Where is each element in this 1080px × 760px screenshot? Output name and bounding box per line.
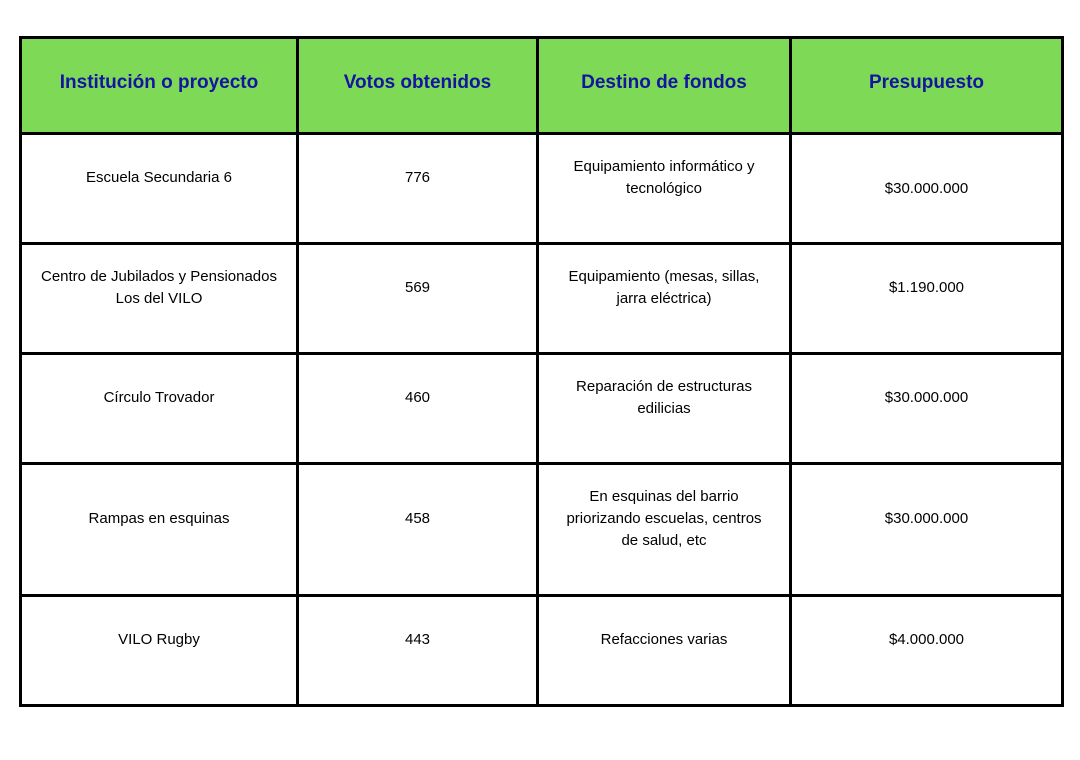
votes-text: 443 <box>404 630 431 648</box>
cell-institution <box>21 464 298 596</box>
cell-institution <box>21 244 298 354</box>
header-institution: Institución o proyecto <box>21 38 298 134</box>
cell-destination <box>538 354 791 464</box>
cell-budget <box>791 596 1063 706</box>
institution-text: VILO Rugby <box>118 630 200 648</box>
destination-text: Equipamiento (mesas, sillas, jarra eléctrica) <box>568 267 760 307</box>
table-row <box>21 596 1063 706</box>
cell-destination <box>538 464 791 596</box>
budget-text: $4.000.000 <box>888 630 965 648</box>
cell-votes <box>298 354 538 464</box>
destination-text: Refacciones varias <box>600 630 728 648</box>
votes-text: 460 <box>404 388 431 406</box>
header-destination: Destino de fondos <box>538 38 791 134</box>
destination-text: Equipamiento informático y tecnológico <box>573 157 755 197</box>
cell-budget <box>791 464 1063 596</box>
votes-text: 569 <box>404 278 431 296</box>
table-row <box>21 244 1063 354</box>
budget-text: $30.000.000 <box>884 388 969 406</box>
cell-budget <box>791 244 1063 354</box>
institution-text: Círculo Trovador <box>103 388 215 406</box>
institution-text: Rampas en esquinas <box>88 509 230 527</box>
budget-text: $30.000.000 <box>884 179 969 197</box>
cell-votes <box>298 596 538 706</box>
votes-text: 776 <box>404 168 431 186</box>
budget-table-container <box>19 36 1061 707</box>
institution-text: Centro de Jubilados y Pensionados Los del VILO <box>41 267 277 307</box>
cell-destination <box>538 244 791 354</box>
budget-text: $30.000.000 <box>884 509 969 527</box>
table-row <box>21 464 1063 596</box>
cell-votes <box>298 244 538 354</box>
cell-votes <box>298 134 538 244</box>
cell-destination <box>538 596 791 706</box>
institution-text: Escuela Secundaria 6 <box>86 168 232 186</box>
cell-institution <box>21 596 298 706</box>
participatory-budget-table <box>19 36 1064 707</box>
destination-text: En esquinas del barrio priorizando escuelas, centros de salud, etc <box>566 487 762 549</box>
header-budget: Presupuesto <box>791 38 1063 134</box>
destination-text: Reparación de estructuras edilicias <box>576 377 752 417</box>
cell-budget <box>791 354 1063 464</box>
header-votes: Votos obtenidos <box>298 38 538 134</box>
cell-institution <box>21 354 298 464</box>
cell-destination <box>538 134 791 244</box>
table-row <box>21 134 1063 244</box>
table-header-row <box>21 38 1063 134</box>
cell-budget <box>791 134 1063 244</box>
votes-text: 458 <box>404 509 431 527</box>
cell-institution <box>21 134 298 244</box>
budget-text: $1.190.000 <box>888 278 965 296</box>
cell-votes <box>298 464 538 596</box>
table-row <box>21 354 1063 464</box>
